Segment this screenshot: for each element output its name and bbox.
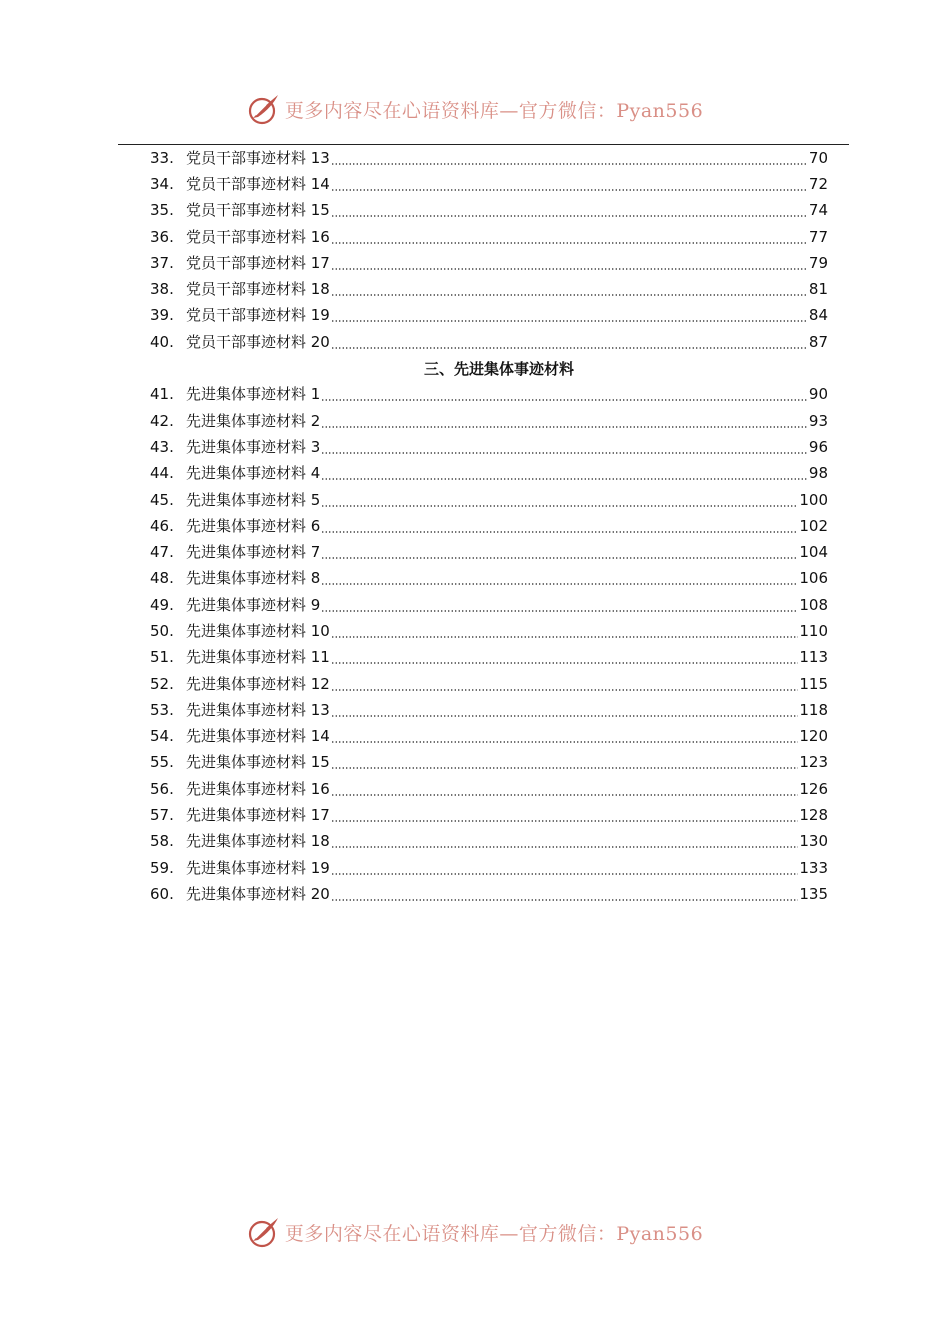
toc-entry-number: 33. [150, 148, 174, 167]
toc-entry-page: 90 [808, 385, 828, 404]
toc-entry-title: 先进集体事迹材料 15 [186, 753, 330, 772]
toc-entry-title: 党员干部事迹材料 13 [186, 148, 330, 167]
toc-entry-title: 先进集体事迹材料 10 [186, 621, 330, 640]
toc-entry[interactable] [150, 250, 828, 276]
toc-entry[interactable] [150, 697, 828, 723]
toc-entry-title: 先进集体事迹材料 11 [186, 648, 330, 667]
toc-entry-page: 93 [808, 411, 828, 430]
toc-entry-title: 先进集体事迹材料 9 [186, 595, 321, 614]
toc-entry-number: 34. [150, 174, 174, 193]
toc-entry-number: 52. [150, 674, 174, 693]
header-banner [0, 89, 950, 129]
toc-entry-number: 44. [150, 464, 174, 483]
toc-entry-number: 57. [150, 806, 174, 825]
toc-group-party-cadres [150, 145, 828, 355]
toc-entry-page: 126 [799, 779, 828, 798]
toc-entry-number: 39. [150, 306, 174, 325]
toc-dot-leader [331, 899, 799, 901]
toc-entry[interactable] [150, 198, 828, 224]
toc-entry-title: 先进集体事迹材料 16 [186, 779, 330, 798]
toc-entry-number: 49. [150, 595, 174, 614]
toc-entry-number: 43. [150, 437, 174, 456]
toc-entry[interactable] [150, 645, 828, 671]
toc-entry-title: 先进集体事迹材料 18 [186, 832, 330, 851]
toc-entry[interactable] [150, 539, 828, 565]
toc-entry-page: 98 [808, 464, 828, 483]
toc-dot-leader [321, 557, 798, 559]
toc-entry-title: 先进集体事迹材料 13 [186, 700, 330, 719]
toc-dot-leader [331, 794, 799, 796]
quill-logo-icon [247, 1215, 281, 1249]
toc-entry-number: 55. [150, 753, 174, 772]
toc-entry-page: 133 [799, 858, 828, 877]
toc-entry-number: 60. [150, 884, 174, 903]
toc-entry-page: 104 [799, 543, 828, 562]
toc-entry-page: 72 [808, 174, 828, 193]
toc-dot-leader [321, 426, 808, 428]
toc-entry-page: 115 [799, 674, 828, 693]
toc-entry-number: 41. [150, 385, 174, 404]
toc-dot-leader [331, 741, 799, 743]
toc-entry-title: 先进集体事迹材料 12 [186, 674, 330, 693]
toc-entry[interactable] [150, 829, 828, 855]
toc-entry-page: 81 [808, 280, 828, 299]
toc-entry-page: 118 [799, 700, 828, 719]
toc-entry[interactable] [150, 618, 828, 644]
toc-entry[interactable] [150, 171, 828, 197]
toc-entry-number: 45. [150, 490, 174, 509]
toc-entry-title: 先进集体事迹材料 20 [186, 884, 330, 903]
toc-entry-number: 56. [150, 779, 174, 798]
toc-entry[interactable] [150, 592, 828, 618]
toc-entry-title: 先进集体事迹材料 6 [186, 516, 321, 535]
toc-entry-number: 48. [150, 569, 174, 588]
toc-entry[interactable] [150, 513, 828, 539]
toc-entry-page: 128 [799, 806, 828, 825]
toc-dot-leader [331, 767, 799, 769]
toc-entry-number: 36. [150, 227, 174, 246]
toc-entry-number: 54. [150, 727, 174, 746]
toc-dot-leader [331, 189, 808, 191]
toc-entry-title: 党员干部事迹材料 15 [186, 201, 330, 220]
toc-dot-leader [331, 715, 799, 717]
toc-entry-number: 50. [150, 621, 174, 640]
toc-dot-leader [331, 347, 808, 349]
toc-entry-page: 110 [799, 621, 828, 640]
toc-entry[interactable] [150, 487, 828, 513]
table-of-contents [150, 145, 828, 908]
toc-entry-number: 38. [150, 280, 174, 299]
toc-entry-number: 51. [150, 648, 174, 667]
toc-dot-leader [321, 505, 798, 507]
toc-entry-page: 100 [799, 490, 828, 509]
toc-entry-page: 70 [808, 148, 828, 167]
toc-entry-number: 42. [150, 411, 174, 430]
toc-entry-title: 先进集体事迹材料 2 [186, 411, 321, 430]
toc-entry-page: 77 [808, 227, 828, 246]
toc-entry[interactable] [150, 566, 828, 592]
toc-entry-page: 123 [799, 753, 828, 772]
toc-entry-page: 108 [799, 595, 828, 614]
toc-entry-title: 先进集体事迹材料 3 [186, 437, 321, 456]
toc-entry[interactable] [150, 750, 828, 776]
toc-entry-number: 35. [150, 201, 174, 220]
toc-dot-leader [331, 294, 808, 296]
toc-entry-title: 先进集体事迹材料 19 [186, 858, 330, 877]
toc-dot-leader [321, 399, 808, 401]
toc-dot-leader [331, 320, 808, 322]
toc-entry-page: 113 [799, 648, 828, 667]
toc-entry-page: 96 [808, 437, 828, 456]
toc-dot-leader [321, 531, 798, 533]
quill-logo-icon [247, 92, 281, 126]
toc-dot-leader [321, 610, 798, 612]
toc-entry[interactable] [150, 382, 828, 408]
toc-entry-number: 59. [150, 858, 174, 877]
toc-dot-leader [321, 583, 798, 585]
toc-dot-leader [331, 662, 799, 664]
footer-banner [0, 1212, 950, 1252]
toc-entry-title: 先进集体事迹材料 7 [186, 543, 321, 562]
toc-dot-leader [331, 873, 799, 875]
toc-entry-page: 84 [808, 306, 828, 325]
toc-entry[interactable] [150, 671, 828, 697]
toc-dot-leader [331, 163, 808, 165]
toc-entry-title: 先进集体事迹材料 4 [186, 464, 321, 483]
toc-entry-number: 37. [150, 253, 174, 272]
toc-entry[interactable] [150, 303, 828, 329]
toc-entry-page: 74 [808, 201, 828, 220]
toc-entry-title: 先进集体事迹材料 5 [186, 490, 321, 509]
toc-dot-leader [321, 452, 808, 454]
toc-entry-page: 87 [808, 332, 828, 351]
header-banner-text: 更多内容尽在心语资料库—官方微信：Pyan556 [284, 99, 704, 122]
toc-entry-number: 58. [150, 832, 174, 851]
toc-entry-title: 党员干部事迹材料 16 [186, 227, 330, 246]
toc-entry-number: 47. [150, 543, 174, 562]
toc-entry[interactable] [150, 434, 828, 460]
toc-entry-number: 40. [150, 332, 174, 351]
toc-entry-title: 先进集体事迹材料 14 [186, 727, 330, 746]
toc-entry-title: 党员干部事迹材料 19 [186, 306, 330, 325]
toc-dot-leader [331, 846, 799, 848]
toc-entry[interactable] [150, 329, 828, 355]
toc-entry-page: 106 [799, 569, 828, 588]
toc-group-advanced-collectives [150, 382, 828, 908]
toc-entry-page: 102 [799, 516, 828, 535]
toc-entry[interactable] [150, 408, 828, 434]
toc-entry-page: 135 [799, 884, 828, 903]
toc-entry[interactable] [150, 802, 828, 828]
toc-entry-title: 先进集体事迹材料 17 [186, 806, 330, 825]
toc-dot-leader [321, 478, 808, 480]
toc-dot-leader [331, 689, 799, 691]
toc-entry-title: 先进集体事迹材料 1 [186, 385, 321, 404]
toc-dot-leader [331, 636, 799, 638]
toc-entry[interactable] [150, 881, 828, 907]
toc-dot-leader [331, 820, 799, 822]
toc-entry[interactable] [150, 776, 828, 802]
toc-entry[interactable] [150, 724, 828, 750]
toc-entry[interactable] [150, 224, 828, 250]
toc-entry-title: 先进集体事迹材料 8 [186, 569, 321, 588]
toc-dot-leader [331, 215, 808, 217]
footer-banner-text: 更多内容尽在心语资料库—官方微信：Pyan556 [284, 1222, 704, 1245]
toc-entry-page: 120 [799, 727, 828, 746]
toc-entry-number: 46. [150, 516, 174, 535]
toc-entry-number: 53. [150, 700, 174, 719]
toc-entry[interactable] [150, 276, 828, 302]
toc-entry[interactable] [150, 855, 828, 881]
toc-entry-page: 79 [808, 253, 828, 272]
toc-dot-leader [331, 242, 808, 244]
toc-entry-page: 130 [799, 832, 828, 851]
toc-dot-leader [331, 268, 808, 270]
section-heading: 三、先进集体事迹材料 [423, 360, 574, 379]
toc-entry-title: 党员干部事迹材料 20 [186, 332, 330, 351]
toc-entry[interactable] [150, 145, 828, 171]
toc-entry[interactable] [150, 461, 828, 487]
toc-entry-title: 党员干部事迹材料 17 [186, 253, 330, 272]
toc-entry-title: 党员干部事迹材料 18 [186, 280, 330, 299]
toc-entry-title: 党员干部事迹材料 14 [186, 174, 330, 193]
